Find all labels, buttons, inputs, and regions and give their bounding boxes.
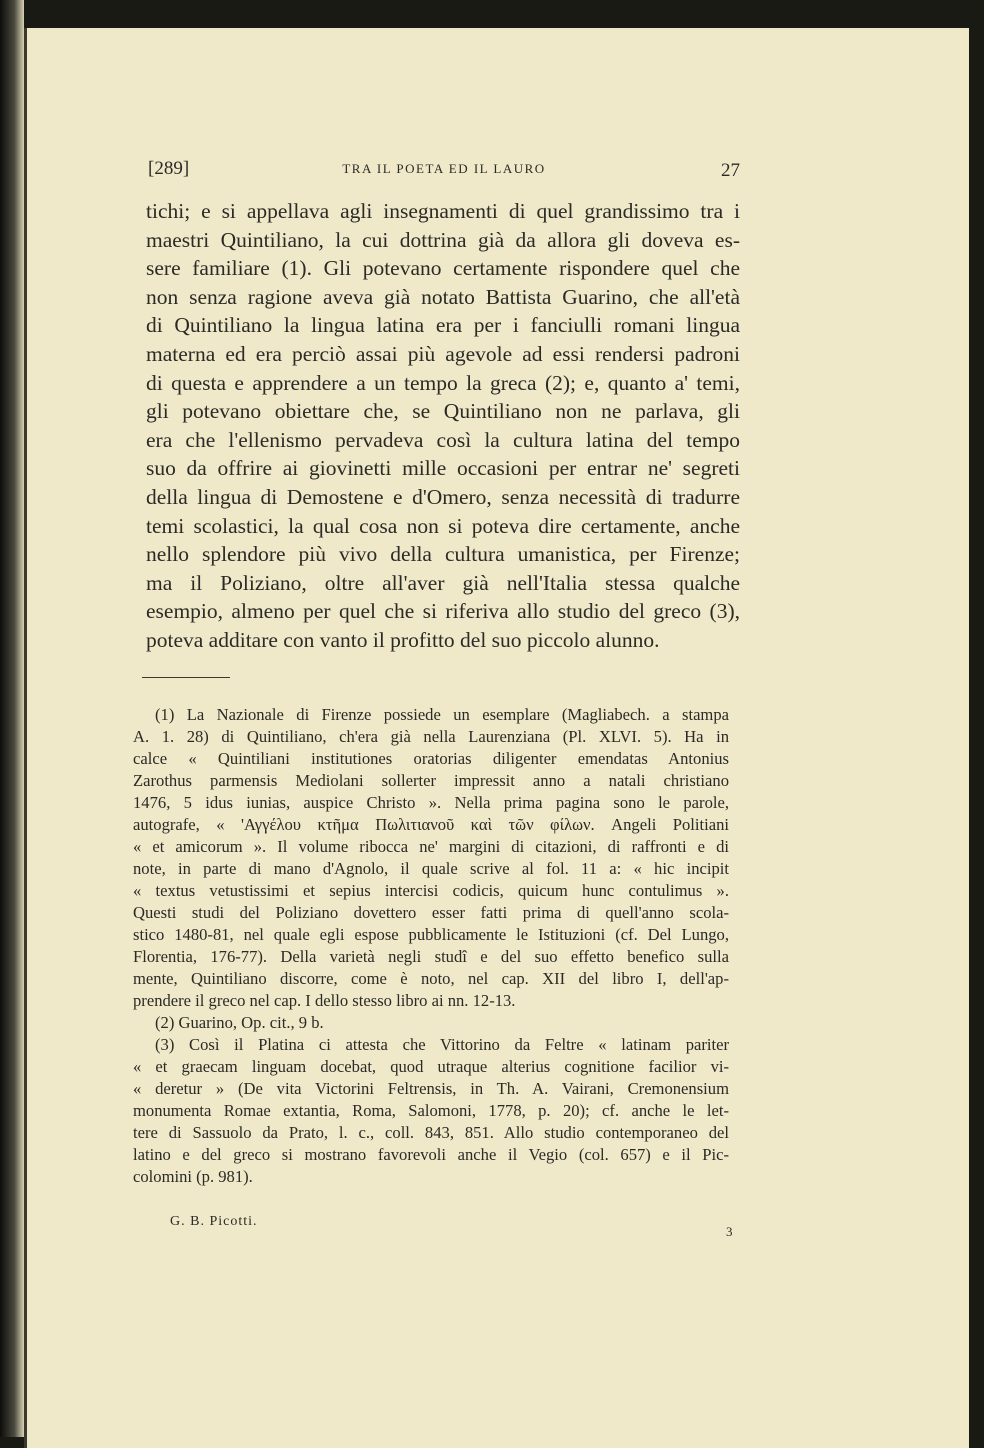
text-line: maestri Quintiliano, la cui dottrina già da allora gli doveva es- <box>146 227 740 252</box>
footnote-line: Questi studi del Poliziano dovettero esser fatti prima di quell'anno scola- <box>133 903 729 922</box>
footnote-line: (2) Guarino, Op. cit., 9 b. <box>155 1013 324 1032</box>
text-line: di Quintiliano la lingua latina era per i fanciulli romani lingua <box>146 313 740 338</box>
footnote-line: A. 1. 28) di Quintiliano, ch'era già nella Laurenziana (Pl. XLVI. 5). Ha in <box>133 727 729 746</box>
text-line: poteva additare con vanto il profitto del suo piccolo alunno. <box>146 627 660 652</box>
running-title: TRA IL POETA ED IL LAURO <box>342 161 546 176</box>
text-line: materna ed era perciò assai più agevole ad essi rendersi padroni <box>146 341 740 366</box>
footnote-line: mente, Quintiliano discorre, come è noto, nel cap. XII del libro I, dell'ap- <box>133 969 729 988</box>
footnote-line: stico 1480-81, nel quale egli espose pubblicamente le Istituzioni (cf. Del Lungo, <box>133 925 729 944</box>
footnote-line: Zarothus parmensis Mediolani sollerter impressit anno a natali christiano <box>133 771 729 790</box>
footnote-line: « et graecam linguam docebat, quod utraque alterius cognitione facilior vi- <box>133 1057 729 1076</box>
text-line: di questa e apprendere a un tempo la greca (2); e, quanto a' temi, <box>146 370 740 395</box>
printer-signature: G. B. Picotti. <box>170 1214 258 1229</box>
text-line: era che l'ellenismo pervadeva così la cultura latina del tempo <box>146 427 740 452</box>
text-line: sere familiare (1). Gli potevano certamente rispondere quel che <box>146 256 740 281</box>
text-line: della lingua di Demostene e d'Omero, senza necessità di tradurre <box>146 484 740 509</box>
text-line: esempio, almeno per quel che si riferiva allo studio del greco (3), <box>146 599 740 624</box>
footnote-line: 1476, 5 idus iunias, auspice Christo ». Nella prima pagina sono le parole, <box>133 793 729 812</box>
text-line: temi scolastici, la qual cosa non si poteva dire certamente, anche <box>146 513 740 538</box>
text-line: ma il Poliziano, oltre all'aver già nell'Italia stessa qualche <box>146 570 740 595</box>
footnote-line: tere di Sassuolo da Prato, l. c., coll. 843, 851. Allo studio contemporaneo del <box>133 1123 729 1142</box>
footnote-line: note, in parte di mano d'Agnolo, il quale scrive al fol. 11 a: « hic incipit <box>133 859 729 878</box>
page-reference: [289] <box>148 158 190 179</box>
running-header <box>148 158 740 184</box>
page-number: 27 <box>721 160 740 181</box>
footnote-line: (1) La Nazionale di Firenze possiede un esemplare (Magliabech. a stampa <box>155 705 729 724</box>
text-line: suo da offrire ai giovinetti mille occasioni per entrar ne' segreti <box>146 456 740 481</box>
footnote-line: « deretur » (De vita Victorini Feltrensis, in Th. A. Vairani, Cremonensium <box>133 1079 729 1098</box>
footnote-line: (3) Così il Platina ci attesta che Vittorino da Feltre « latinam pariter <box>155 1035 729 1054</box>
footnote-line: Florentia, 176-77). Della varietà negli studî e del suo effetto benefico sulla <box>133 947 729 966</box>
text-line: gli potevano obiettare che, se Quintiliano non ne parlava, gli <box>146 399 740 424</box>
footnotes <box>133 704 729 1188</box>
text-line: non senza ragione aveva già notato Battista Guarino, che all'età <box>146 284 740 309</box>
text-line: tichi; e si appellava agli insegnamenti di quel grandissimo tra i <box>146 199 740 223</box>
footnote-line: autografe, « 'Αγγέλου κτῆμα Πωλιτιανοῦ καὶ τῶν φίλων. Angeli Politiani <box>133 815 729 834</box>
footnote-divider <box>142 677 230 678</box>
footnote-line: latino e del greco si mostrano favorevoli anche il Vegio (col. 657) e il Pic- <box>133 1145 729 1164</box>
book-spine-edge <box>0 0 24 1437</box>
footnote-line: prendere il greco nel cap. I dello stesso libro ai nn. 12-13. <box>133 991 516 1010</box>
footnote-line: « et amicorum ». Il volume ribocca ne' margini di citazioni, di raffronti e di <box>133 837 729 856</box>
signature-mark: 3 <box>726 1224 733 1239</box>
footnote-line: « textus vetustissimi et sepius intercisi codicis, quicum hunc contulimus ». <box>133 881 729 900</box>
main-text <box>146 197 740 655</box>
footnote-line: colomini (p. 981). <box>133 1167 253 1186</box>
footnote-line: monumenta Romae extantia, Roma, Salomoni, 1778, p. 20); cf. anche le let- <box>133 1101 729 1120</box>
text-line: nello splendore più vivo della cultura umanistica, per Firenze; <box>146 542 740 567</box>
footnote-line: calce « Quintiliani institutiones oratorias diligenter emendatas Antonius <box>133 749 729 768</box>
